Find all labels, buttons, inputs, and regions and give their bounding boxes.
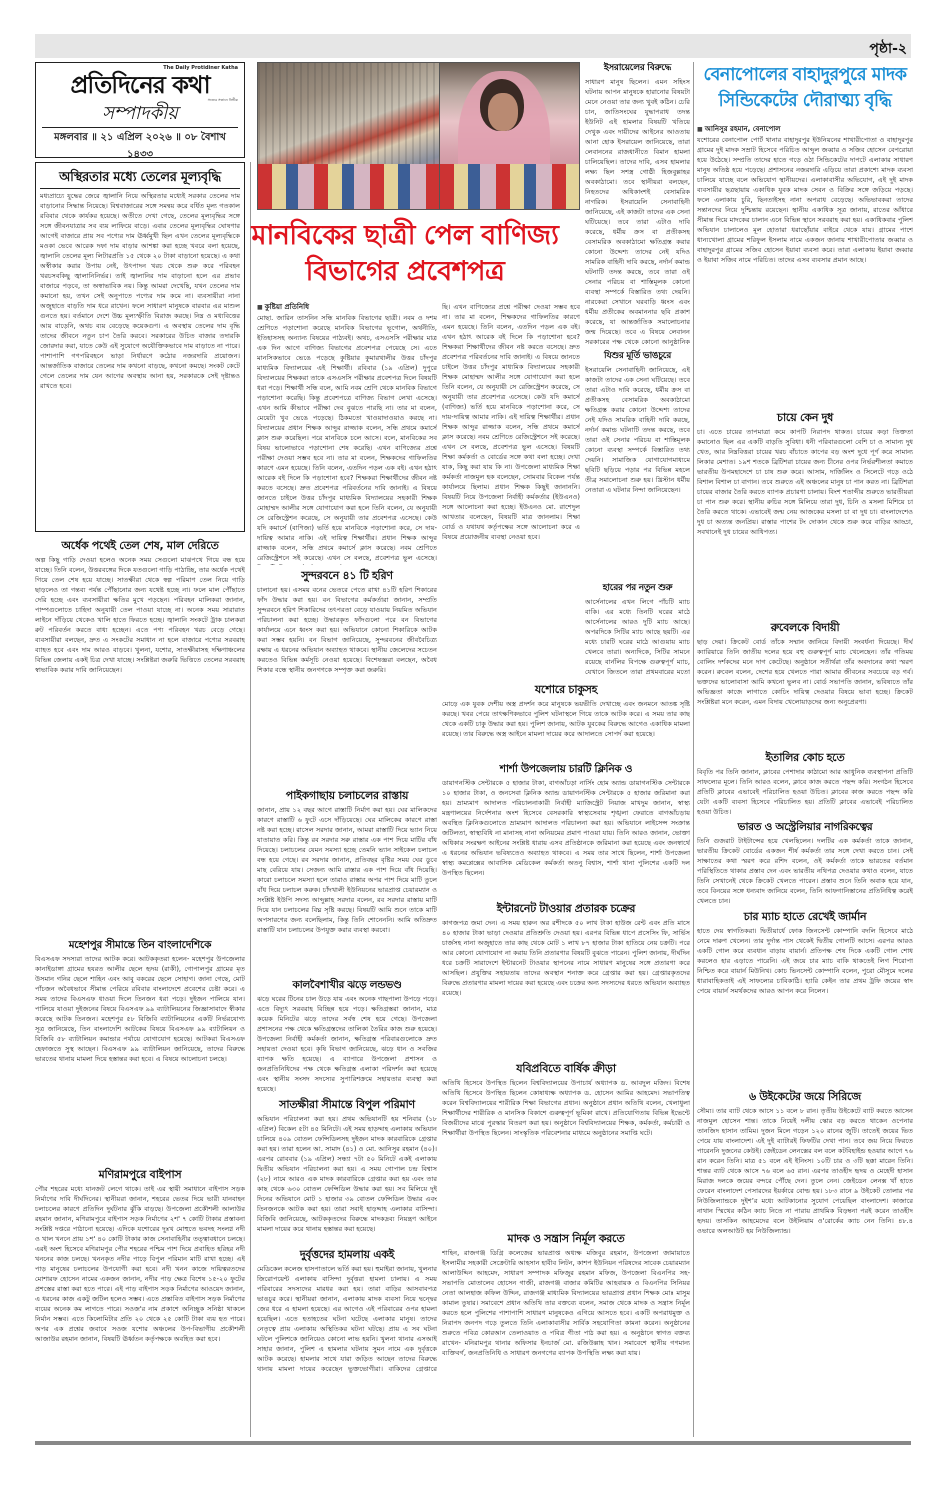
page-footer-bar (35, 1441, 911, 1445)
cricket-club-headline: রুবেলকে বিদায়ী (770, 621, 840, 634)
miscreants-body: মেডিকেল কলেজ হাসপাতালে ভর্তি করা হয়। হুমাইরা জানায়, খুলনার জিরোপয়েন্ট এলাকায় বাসিন্দা দুর্বৃত্তরা হামলা চালায়। এ সময় পরিবারের সদস্যদের মারধর করা হয়। তারা বাড়ির আসবাবপত্র ভাঙচুর করে। স্থানীয়রা জানান, এলাকায় মাদক ব্যবসা নিয়ে দ্বন্দ্বের জের ধরে এ হামলা হয়েছে। এর আগেও এই পরিবারের ওপর হামলা হয়েছিল। এতে হতাহতের ঘটনা ঘটেছে এলাকার মানুষ। তাদের নেতৃত্বে প্রায় এলাকায় অস্থিতিকর ঘটনা ঘটছে। প্রায় এ সব ঘটনা ঘটলে পুলিশকে জানিয়েও কোনো লাভ হয়নি। খুলনা থানার এসআই সাহার জানান, পুলিশ এ হামলার ঘটনায় সুমন নামে এক দুর্বৃত্তকে আটক করেছে। হামলার সাথে যারা জড়িত আছেন তাদের বিরুদ্ধে থানায় মামলা দায়ের করেছেন ভুক্তভোগীরা। বাকিদের গ্রেপ্তারে (257, 1265, 437, 1373)
column-wide (442, 682, 690, 1437)
italy-body: বিবৃতি পর তিনি জানান, ক্লাবের পেশাদার কাঠামো আর আধুনিক ব্যবস্থাপনা প্রতিটি সাফল্যের মূলে। তিনি আরও বলেন, ক্লাবে কাজ করতে পছন্দ করি। সংগঠন হিসেবে প্রতিটি ক্লাবের এভাবেই পরিচালিত হওয়া উচিত। ক্লাবের কাজ করতে পছন্দ করি যেটা একটি ব্যবসা হিসেবে পরিচালিত হয়। প্রতিটি ক্লাবের এভাবেই পরিচালিত হওয়া উচিত। (697, 768, 913, 816)
satkhira-headline: সাতক্ষীরা সীমান্তে বিপুল পরিমাণ (279, 1098, 415, 1111)
deer-body: চালানো হয়। এসময় বনের ভেতরে পেতে রাখা ৪১টি হরিণ শিকারের ফাঁদ উদ্ধার করা হয়। বন বিভাগের কর্মকর্তারা জানান, সম্প্রতি সুন্দরবনে হরিণ শিকারিদের তৎপরতা বেড়ে যাওয়ায় নিয়মিত অভিযান পরিচালনা করা হচ্ছে। উদ্ধারকৃত ফাঁদগুলো পরে বন বিভাগের কার্যালয়ে এনে ধ্বংস করা হয়। অভিযানে কোনো শিকারিকে আটক করা সম্ভব হয়নি। বন বিভাগ জানিয়েছে, সুন্দরবনের জীববৈচিত্র্য রক্ষায় এ ধরনের অভিযান অব্যাহত থাকবে। স্থানীয় জেলেদের সচেতন করতেও বিভিন্ন কর্মসূচি নেওয়া হয়েছে। বিশেষজ্ঞরা বলছেন, অবৈধ শিকার বন্ধে স্থানীয় জনগণকে সম্পৃক্ত করা জরুরি। (257, 586, 437, 674)
column-1 (35, 162, 245, 1437)
arsenal-body: আর্সেনালের এখন লিগে পাঁচটি ম্যাচ বাকি। এর মধ্যে তিনটি ঘরের মাঠে আর্সেনালের আরও দুটি ম্যাচ আছে। অপরদিকে সিটির ম্যাচ আছে ছয়টি। এর মধ্যে চারটি ঘরের মাঠে আগুয়ায় ম্যাচ খেলবে তারা। অন্যদিকে, সিটির সামনে রয়েছে বার্নলির বিপক্ষে গুরুত্বপূর্ণ ম্যাচ, যেখানে জিতলে তারা প্রথমবারের মতো (585, 598, 690, 676)
paikgachha-body: জানান, প্রায় ১২ বছর আগে রাস্তাটি নির্মাণ করা হয়। ঘের মালিকদের কারণে রাস্তাটি ৬ ফুটে এসে দাঁড়িয়েছে। ঘের মালিকের কারণে রাস্তা নষ্ট করা হচ্ছে। রাসেল সরদার জানান, আমরা রাস্তাটি দিয়ে ভ্যান নিয়ে যাতায়াত করি। কিন্তু রব সরদার সরু রাস্তার এক পাশ দিয়ে মাটির বাঁধ দিয়েছে। চলাচলের যেমন সমস্যা হচ্ছে তেমনি ভ্যান সাইকেল চলাচল বন্ধ হয়ে গেছে। রব সরদার জানান, প্রতিবছর বৃষ্টির সময় ঘের ডুবে মাছ বেরিয়ে যায়। সেজন্য আমি রাস্তার এক পাশ দিয়ে বাঁধ দিয়েছি। কারো চলাচলে সমস্যা হলে তারাও রাস্তার অপর পাশ দিয়ে মাটি তুলে বাঁধ দিয়ে চলাচল করুক। চাঁদখালী ইউনিয়নের ভারপ্রাপ্ত চেয়ারম্যান ও সংশ্লিষ্ট ইউপি সদস্য আব্দুল্লাহ সরদার বলেন, রব সরদার রাস্তায় মাটি দিয়ে যান চলাচলের বিঘ্ন সৃষ্টি করছে। বিষয়টি আমি শুনে তাকে মাটি অপসারণের জন্য বলেছিলাম, কিন্তু তিনি শোনেননি। আমি অতিদ্রুত রাস্তাটি যান চলাচলের উপযুক্ত করার ব্যবস্থা করবো। (257, 806, 437, 934)
sharsha-headline: শার্শা উপজেলায় চারটি ক্লিনিক ও (499, 763, 633, 775)
editorial-body: মধ্যপ্রাচ্যে যুদ্ধের জেরে জ্বালানি নিয়ে অস্থিরতার মধ্যেই সরকার তেলের দাম বাড়ানোর সিদ্ধান্ত নিয়েছে। বিশ্ববাজারের সঙ্গে সমন্বয় করে বর্ধিত মূল্য গতকাল রবিবার থেকে কার্যকর হয়েছে। অতীতে দেখা গেছে, তেলের মূল্যবৃদ্ধির সঙ্গে সঙ্গে জীবনযাত্রার সব ব্যয় লাফিয়ে বাড়ে। এবার তেলের মূল্যবৃদ্ধির ঘোষণার আগেই বাজারে প্রায় সব পণ্যের দাম ঊর্ধ্বমুখী ছিল এখন তেলের মূল্যবৃদ্ধিকে মওকা ভেবে আরেক দফা দাম বাড়ার আশঙ্কা করা হচ্ছে খবরে বলা হয়েছে, জ্বালানি তেলের মূল্য লিটারপ্রতি ১৫ থেকে ২০ টাকা বাড়ানো হয়েছে। এ কথা অস্বীকার করার উপায় নেই, উৎপাদন খরচ থেকে শুরু করে পরিবহন খরচসবকিছু জ্বালানিনির্ভর। তাই জ্বালানির দাম বাড়ানো হলে এর প্রভাব বাজারে পড়বে, তা অস্বাভাবিক নয়। কিন্তু আমরা দেখেছি, যখন তেলের দাম কমানো হয়, তখন সেই অনুপাতে পণ্যের দাম কমে না। ব্যবসায়ীরা নানা অজুহাতে বাড়তি দাম ধরে রাখেন। ফলে সাধারণ মানুষকে বারবার এর মাশুল গুনতে হয়। বর্তমানে দেশে উচ্চ মূল্যস্ফীতি বিরাজ করছে। নিম্ন ও মধ্যবিত্তের আয় বাড়েনি, অথচ ব্যয় বেড়েছে কয়েকগুণ। এ অবস্থায় তেলের দাম বৃদ্ধি তাদের জীবনে নতুন চাপ তৈরি করবে। সরকারের উচিত বাজার তদারকি জোরদার করা, যাতে কেউ এই সুযোগে অযৌক্তিকভাবে দাম বাড়াতে না পারে। পাশাপাশি গণপরিবহনে ভাড়া নির্ধারণে কঠোর নজরদারি প্রয়োজন। আন্তর্জাতিক বাজারে তেলের দাম কখনো বাড়ছে, কখনো কমছে। সংকট কেটে গেলে তেলের দাম যেন আগের অবস্থায় আনা হয়, সরকারকে সেই দৃষ্টান্তও রাখতে হবে। (40, 192, 240, 390)
lead-body-part2: ছি। এখন বাণিজ্যের প্রশ্নে পরীক্ষা দেওয়া সম্ভব হবে না। তার মা বলেন, শিক্ষকদের গাফিলতির কারণে এমন হয়েছে। তিনি বলেন, এতদিন পড়ল এক বই। এখন হঠাৎ আরেক বই দিলে কি পড়াশোনা হবে? শিক্ষকরা শিক্ষার্থীদের জীবন নষ্ট করতে বসেছে। দ্রুত প্রবেশপত্র পরিবর্তনের দাবি জানাই। এ বিষয়ে জানতে চাইলে উত্তর চাঁদপুর মাধ্যমিক বিদ্যালয়ের সহকারী শিক্ষক মোহাম্মদ আলীর সঙ্গে যোগাযোগ করা হলে তিনি বলেন, যে অনুযায়ী সে রেজিস্ট্রেশন করেছে, সে অনুযায়ী তার প্রবেশপত্র এসেছে। কেউ যদি কমার্সে (বাণিজ্য) ভর্তি হয়ে মানবিকে পড়াশোনা করে, সে দায়-দায়িত্ব আমার নাকি। এই দায়িত্ব শিক্ষার্থীর। প্রধান শিক্ষক আব্দুর রাজ্জাক বলেন, সন্ধি প্রথমে কমার্সে ক্লাস করেছে। নবম শ্রেণিতে রেজিস্ট্রেশনে সই করেছে। এখন সে বলছে, প্রবেশপত্র ভুল এসেছে। বিষয়টি শিক্ষা কর্মকর্তা ও বোর্ডের সঙ্গে কথা বলা হচ্ছে। দেখা যাক, কিছু করা যায় কি না। উপজেলা মাধ্যমিক শিক্ষা কর্মকর্তা নাজমুল হক বলেছেন, সোমবার বিকেল পর্যন্ত কার্যালয়ে ছিলাম। প্রধান শিক্ষক কিছুই জানাননি। বিষয়টি নিয়ে উপজেলা নির্বাহী কর্মকর্তার (ইউএনও) সঙ্গে আলোচনা করা হচ্ছে। ইউএনও মো. রাশেদুল আখতার বলেছেন, বিষয়টি মাত্র জানলাম। শিক্ষা বোর্ড ও যথাযথ কর্তৃপক্ষের সঙ্গে আলোচনা করে এ বিষয়ে প্রয়োজনীয় ব্যবস্থা নেওয়া হবে। (442, 303, 580, 541)
cricket-club-body: ছাড় দেয়া। ক্রিকেট বোর্ড তাঁকে সম্মান জানিয়ে বিদায়ী সংবর্ধনা দিয়েছে। দীর্ঘ ক্যারিয়ারে তিনি জাতীয় দলের হয়ে বহু গুরুত্বপূর্ণ ম্যাচ খেলেছেন। তাঁর গতিময় বোলিং দর্শকদের মনে দাগ কেটেছে। অনুষ্ঠানে সতীর্থরা তাঁর অবদানের কথা স্মরণ করেন। রুবেল বলেন, দেশের হয়ে খেলতে পারা আমার জীবনের সবচেয়ে বড় গর্ব। ভক্তদের ভালোবাসা আমি কখনো ভুলব না। বোর্ড সভাপতি জানান, ভবিষ্যতে তাঁর অভিজ্ঞতা কাজে লাগাতে কোচিং দায়িত্ব দেওয়ার বিষয়ে ভাবা হচ্ছে। ক্রিকেট সংশ্লিষ্টরা মনে করেন, এমন বিদায় খেলোয়াড়দের জন্য অনুপ্রেরণা। (697, 638, 913, 706)
satkhira-body: অভিযান পরিচালনা করা হয়। প্রথম অভিযানটি হয় শনিবার (১৮ এপ্রিল) বিকেল ৫টা ৪৫ মিনিটে। এই সময় হাড়দ্দাহ এলাকায় অভিযান চালিয়ে ৪০৯ বোতল ফেন্সিডিলসহ দুইজন মাদক কারবারিকে গ্রেপ্তার করা হয়। তারা হলেন আ. সামাদ (৪১) ও মো. আনিসুর রহমান (৪০)। এরপর রোববার (১৯ এপ্রিল) সন্ধ্যা ৭টা ৫০ মিনিটে একই এলাকায় দ্বিতীয় অভিযান পরিচালনা করা হয়। এ সময় গোপাল চন্দ্র বিশ্বাস (২৮) নামে আরও এক মাদক কারবারিকে গ্রেপ্তার করা হয় এবং তার কাছ থেকে ৬৩০ বোতল ফেন্সিডিল উদ্ধার করা হয়। সব মিলিয়ে দুই দিনের অভিযানে মোট ১ হাজার ৩৯ বোতল ফেন্সিডিল উদ্ধার এবং তিনজনকে আটক করা হয়। তারা সবাই হাড়দ্দাহ এলাকার বাসিন্দা। বিজিবি জানিয়েছে, আটককৃতদের বিরুদ্ধে মাদকদ্রব্য নিয়ন্ত্রণ আইনে মামলা দায়ের করে থানায় হস্তান্তর করা হয়েছে। (257, 1115, 437, 1233)
sports-headline: যবিপ্রবিতে বার্ষিক ক্রীড়া (516, 1062, 616, 1075)
border-headline: মহেশপুর সীমান্তে তিন বাংলাদেশিকে (68, 939, 212, 951)
masthead-divider (42, 127, 238, 128)
oil-transport-body: অল্প কিছু গাড়ি দেওয়া হলেও অনেক সময় সেগুলো মাঝপথে গিয়ে বন্ধ হয়ে যাচ্ছে। তিনি বলেন, উত্তরবঙ্গের দিকে যতগুলো গাড়ি পাঠাচ্ছি, তার অর্ধেক পথেই গিয়ে তেল শেষ হয়ে যাচ্ছে। সাতক্ষীরা থেকে স্বল্প পরিমাণ তেল নিয়ে গাড়ি ছাড়লেও তা গন্তব্য পর্যন্ত পৌঁছানোর জন্য যথেষ্ট হচ্ছে না। ফলে মাল পৌঁছাতে দেরি হচ্ছে এবং ব্যবসায়ীরা ক্ষতির মুখে পড়ছেন। পরিবহন মালিকরা জানান, পাম্পগুলোতে চাহিদা অনুযায়ী তেল পাওয়া যাচ্ছে না। অনেক সময় সারারাত লাইনে দাঁড়িয়ে থেকেও খালি হাতে ফিরতে হচ্ছে। জ্বালানি সংকটে ট্রাক চালকরা রুট পরিবর্তন করতে বাধ্য হচ্ছেন। এতে পণ্য পরিবহন খরচ বেড়ে গেছে। ব্যবসায়ীরা বলছেন, দ্রুত এ সংকটের সমাধান না হলে বাজারে পণ্যের সরবরাহ ব্যাহত হবে এবং দাম আরও বাড়বে। খুলনা, যশোর, সাতক্ষীরাসহ দক্ষিণাঞ্চলের বিভিন্ন জেলায় একই চিত্র দেখা যাচ্ছে। সংশ্লিষ্টরা জরুরি ভিত্তিতে তেলের সরবরাহ স্বাভাবিক করার দাবি জানিয়েছেন। (35, 556, 245, 674)
italy-headline: ইতালির কোচ হতে (765, 751, 845, 764)
statue-headline: যিশুর মূর্তি ভাঙচুরে (603, 351, 672, 361)
border-body: বিএসএফ সদস্যরা তাদের আটক করে। আটককৃতরা হলেন- মহেশপুর উপজেলার কানাইডাঙ্গা গ্রামের হযরত আলীর ছেলে হৃদয় (রাকী), গোপালপুর গ্রামের মৃত উসমান গনির ছেলে শাহিন এবং আবু বকরের ছেলে সোহাগ। জানা গেছে, মোট পাঁচজন অবৈধভাবে সীমান্ত পেরিয়ে রবিবার বাংলাদেশে প্রবেশের চেষ্টা করে। এ সময় তাদের বিএসএফ ধাওয়া দিলে তিনজন ধরা পড়ে। দুইজন পালিয়ে যান। পালিয়ে যাওয়া দুইজনের বিষয়ে বিএসএফ ৯৯ ব্যাটালিয়নের জিজ্ঞাসাবাদে স্বীকার করেছে আটক তিনজন। মহেশপুর ৫৮ বিজিবি ব্যাটালিয়নের একটি নির্ভরযোগ্য সূত্র জানিয়েছে, তিন বাংলাদেশি আটকের বিষয়ে বিএসএফ ৯৯ ব্যাটালিয়ন ও বিজিবি ৫৮ ব্যাটালিয়ন কমান্ডার পর্যায়ে যোগাযোগ হয়েছে। আটকরা বিএসএফ হেফাজতে সুস্থ আছেন। বিএসএফ ৯৯ ব্যাটালিয়ন জানিয়েছে, তাদের বিরুদ্ধে ভারতের থানায় মামলা দিয়ে হস্তান্তর করা হবে। এ বিষয়ে আলোচনা চলছে। (35, 955, 245, 1063)
column-arsenal (585, 582, 690, 677)
editorial-headline: অস্থিরতার মধ্যে তেলের মূল্যবৃদ্ধি (40, 169, 240, 189)
bypass-body: পৌর শহরের মধ্যে যানজট লেগে থাকে। তাই এর স্থায়ী সমাধানে বাইপাস সড়ক নির্মাণের দাবি দীর্ঘদিনের। স্থানীয়রা জানান, শহরের ভেতর দিয়ে ভারী যানবাহন চলাচলের কারণে প্রতিদিন দুর্ঘটনার ঝুঁকি বাড়ছে। উপজেলা প্রকৌশলী আলাউর রহমান জানান, মণিরামপুরে বাইপাস সড়ক নির্মাণের ২শ' ৭ কোটি টাকার প্রস্তাবনা সংশ্লিষ্ট দপ্তরে পাঠানো হয়েছে। এদিকে যশোরের দুঃখ মোহুতে ভবদহ সংলগ্ন নদী ও খাল খননে প্রায় ১শ' ৪০ কোটি টাকার কাজ সেনাবাহিনীর তত্ত্বাবধানে চলছে। এরই অংশ হিসেবে মণিরামপুর পৌর শহরের পশ্চিম পাশ দিয়ে প্রবাহিত হরিহর নদী খননের কাজ চলছে। খননকৃত নদীর পাড়ে বিপুল পরিমান মাটি রাখা হচ্ছে। এই পাড় মানুষের চলাচলের উপযোগী করা হবে। নদী খনন কাজে দায়িত্বরতদের মোশারফ হোসেন নামের একজন জানান, নদীর পাড় ক্ষেত্র বিশেষ ১৫-২০ ফুটের প্রশস্তের রাস্তা করা হতে পারে। এই পাড় বাইপাস সড়ক নির্মাণের আওয়েদ জানান, এ ধরনের কাজ একটু জটিল হলেও সম্ভব। এতে প্রস্তাবিত বাইপাস সড়ক নির্মাণের ব্যয়ের অনেক কম লাগতে পারে। সওজ'র নাম প্রকাশে অনিচ্ছুক সনিষ্ঠা থাকলে নির্মান সম্ভব। এতে কিলোমিটার প্রতি ২০ থেকে ২৫ কোটি টাকা ব্যয় হত পারে। অপর এক প্রশ্নের জবাবে সওজ যশোর অঞ্চলের উপ-বিভাগীয় প্রকৌশলী আজাউর রহমান জানান, বিষয়টি ঊর্ধ্বতন কর্তৃপক্ষকে অবহিত করা হবে। (35, 1185, 245, 1343)
benapole-headline: বেনাপোলের বাহাদুরপুরে মাদক সিন্ডিকেটের দৌরাত্ম্য বৃদ্ধি (703, 65, 907, 111)
page-header-bar (35, 34, 911, 58)
israel-headline: ইসরায়েলের বিরুদ্ধে (603, 63, 672, 73)
deer-headline: সুন্দরবনে ৪১ টি হরিণ (301, 569, 393, 582)
column-2 (257, 302, 437, 1437)
drugs-body: শাহিন, রাজগঞ্জ ডিগ্রি কলেজের ভারপ্রাপ্ত অধ্যক্ষ মজিবুর রহমান, উপজেলা জামায়াতে ইসলামীর সহকারী সেক্রেটারি আহসান হাবীব লিটন, কাশপ ইউনিয়ন পরিষদের সাবেক চেয়ারম্যান আলাউদ্দিন আহমেদ, সাধারণ সম্পাদক মফিজুর রহমান মফিজ, উপজেলা বিএনপির সহ-সভাপতি মোতালেব হোসেন গাজী, রাজগঞ্জ বাজার কমিটির আহবায়ক ও বিএনপির সিনিয়র নেতা আলহাজ কফিল উদ্দিন, রাজগঞ্জ মাধ্যমিক বিদ্যালয়ের ভারপ্রাপ্ত প্রধান শিক্ষক মোঃ মাসুম কামাল তুষার। সমাবেশে প্রধান অতিথি তার বক্তব্যে বলেন, সমাজ থেকে মাদক ও সন্ত্রাস নির্মূল করতে হলে পুলিশের পাশাপাশি সাধারণ মানুষকেও এগিয়ে আসতে হবে। একটি অপরাধমুক্ত ও নিরাপদ জনপদ গড়ে তুলতে তিনি এলাকাবাসীর সার্বিক সহযোগিতা কামনা করেন। অনুষ্ঠানের শুরুতে পবিত্র কোরআন তেলাওয়াত ও পবিত্র গীতা পাঠ করা হয়। এ অনুষ্ঠানে স্বাগত বক্তব্য রাখেন- মনিরামপুর থানার অফিসার ইনচার্জ মো. রজিউল্লাহ খান। সমাবেশে স্থানীয় গণমান্য ব্যক্তিবর্গ, জনপ্রতিনিধি ও সাধারণ জনগণের ব্যাপক উপস্থিতি লক্ষ্য করা যায়। (442, 1249, 690, 1357)
tower-body: কাগজপত্র জমা দেন। এ সময় হারুন অর রশীদকে ৫০ লাখ টাকা হাউজ রেন্ট এবং প্রতি মাসে ৪০ হাজার টাকা ভাড়া দেওয়ার প্রতিশ্রুতি দেওয়া হয়। এরপর বিভিন্ন ধাপে প্রসেসিং ফি, সার্ভিস চার্জসহ নানা অজুহাতে তার কাছ থেকে মোট ১ লাখ ৮৭ হাজার টাকা হাতিয়ে নেয় চক্রটি। পরে আর কোনো যোগাযোগ না করায় তিনি প্রতারণার বিষয়টি বুঝতে পারেন। পুলিশ জানায়, দীর্ঘদিন ধরে চক্রটি সারাদেশে ইন্টারনেট টাওয়ার স্থাপনের নামে সাধারণ মানুষের সঙ্গে প্রতারণা করে আসছিল। প্রযুক্তির সহায়তায় তাদের অবস্থান শনাক্ত করে গ্রেপ্তার করা হয়। গ্রেপ্তারকৃতদের বিরুদ্ধে প্রতারণার মামলা দায়ের করা হয়েছে এবং চক্রের অন্য সদস্যদের ধরতে অভিযান অব্যাহত রয়েছে। (442, 919, 690, 997)
issue-date: মঙ্গলবার ॥ ২১ এপ্রিল ২০২৬ ॥ ০৮ বৈশাখ ১৪৩৩ (54, 132, 226, 160)
germany-headline: চার ম্যাচ হাতে রেখেই জার্মান (743, 910, 867, 923)
benapole-byline: ■ আনিসুর রহমান, বেনাপোল (697, 124, 913, 135)
storm-body: ঝড়ে ঘরের টিনের চাল উড়ে যায় এবং অনেক গাছপালা উপড়ে পড়ে। এতে বিদ্যুৎ সরবরাহ বিচ্ছিন্ন হয়ে পড়ে। ক্ষতিগ্রস্তরা জানান, মাত্র কয়েক মিনিটের ঝড়ে তাদের সর্বস্ব শেষ হয়ে গেছে। উপজেলা প্রশাসনের পক্ষ থেকে ক্ষতিগ্রস্তদের তালিকা তৈরির কাজ শুরু হয়েছে। উপজেলা নির্বাহী কর্মকর্তা জানান, ক্ষতিগ্রস্ত পরিবারগুলোকে দ্রুত সহায়তা দেওয়া হবে। কৃষি বিভাগ জানিয়েছে, ঝড়ে ধান ও সবজির ব্যাপক ক্ষতি হয়েছে। এ ব্যাপারে উপজেলা প্রশাসন ও জনপ্রতিনিধিদের পক্ষ থেকে ক্ষতিগ্রস্ত এলাকা পরিদর্শন করা হয়েছে এবং স্থানীয় সংসদ সদস্যের সুপারিশক্রমে সহায়তার ব্যবস্থা করা হয়েছে। (257, 995, 437, 1093)
series-body: সৌম্য। তার ব্যাট থেকে আসে ১১ বলে ৮ রান। তৃতীয় উইকেটে ব্যাট করতে আসেন নাজমুল হোসেন শান্ত। তাকে নিয়েই দলীয় স্কোর বড় করতে থাকেন ওপেনার তানজিদ হাসান তামিম। দুজন মিলে গড়েন ১২০ রানের জুটি। তাতেই জয়ের ভিত পেয়ে যায় বাংলাদেশ। এই দুই ব্যাটারই ফিফটির দেখা পান। তবে জয় নিয়ে ফিরতে পারেননি দুজনের কেউই। জেইডেন লেনক্সের বল বলে কটবিহাইন্ড হওয়ার আগে ৭৬ রান করেন তিনি। মাত্র ৫১ বলে এই ইনিংস। ১০টি চার ও ৩টি ছক্কা মারেন তিনি। শান্তর ব্যাট থেকে আসে ৭৬ বলে ৬৫ রান। এরপর তাওহীদ হৃদয় ও মেহেদী হাসান মিরাজ দলকে জয়ের বন্দরে পৌঁছে দেন। তুলে নেন। জেইডেন লেনক্স খাঁ হাতে ফেরেন বাংলাদেশ পেসারদের ইয়র্কারে বোল্ড হয়। ১৮৩ রানে ৯ উইকেট তোলার পর নিউজিল্যান্ডকে দুইশ’র মধ্যে আটকানোর সুযোগ পেয়েছিল বাংলাদেশ। কাজারে নাথান স্মিথের কঠিন ক্যাচ নিতে না পারায় প্রাথমিক বিড়ম্বনা পরই করেন তাওহীদ হৃদয়। তাসকিন আহমেদের বলে উইলিয়াম ও'রোর্কের ক্যাচ নেন তিনি। ৪৮.৪ ওভারে অলআউট হয় নিউজিল্যান্ড। (697, 1107, 913, 1235)
tower-headline: ইন্টারনেট টাওয়ার প্রতারক চক্রের (496, 902, 636, 915)
lead-photo-student (440, 62, 580, 210)
statue-body: ইসরায়েলি সেনাবাহিনী জানিয়েছে, এই কাজটা তাদের এক সেনা ঘটিয়েছে। তবে তারা এটাও দাবি করেছে, ধর্মীয় ক্রস বা প্রতীকসহ বেসামরিক অবকাঠামো ক্ষতিগ্রস্ত করার কোনো উদ্দেশ্য তাদের নেই যদিও সামরিক বাহিনী দাবি করছে, নর্দার্ন কমান্ড ঘটনাটি তদন্ত করছে, তবে তারা ওই সেনার পরিচয় বা শাস্তিমূলক কোনো ব্যবস্থা সম্পর্কে বিস্তারিত তথ্য দেয়নি। সামাজিক যোগাযোগমাধ্যমে ছবিটি ছড়িয়ে পড়ার পর বিভিন্ন মহলে তীব্র সমালোচনা শুরু হয়। খ্রিস্টান ধর্মীয় নেতারা এ ঘটনার নিন্দা জানিয়েছেন। (585, 366, 690, 494)
editorial-box (35, 162, 245, 532)
column-3 (442, 302, 580, 582)
lead-body-part1: মোছা. জারিন তাসনিন সন্ধি মানবিক বিভাগের ছাত্রী। নবম ও দশম শ্রেণিতে পড়াশোনা করেছে মানবিক বিভাগের ভূগোল, অর্থনীতি, ইতিহাসসহ অন্যান্য বিষয়ের পাঠ্যবই। অথচ, এসএসসি পরীক্ষার মাত্র এক দিন আগে বাণিজ্য বিভাগের প্রবেশপত্র পেয়েছে সে। এতে মানসিকভাবে ভেঙে পড়েছে কুষ্টিয়ার কুমারখালীর উত্তর চাঁদপুর মাধ্যমিক বিদ্যালয়ের এই শিক্ষার্থী। রবিবার (১৯ এপ্রিল) দুপুরে বিদ্যালয়ের শিক্ষকরা তাকে এসএসসি পরীক্ষার প্রবেশপত্র দিলে বিষয়টি ধরা পড়ে। শিক্ষার্থী সন্ধি বলে, আমি নবম শ্রেণি থেকে মানবিক বিভাগে পড়াশোনা করেছি। কিন্তু প্রবেশপত্রে বাণিজ্য বিভাগ লেখা এসেছে। এখন আমি কীভাবে পরীক্ষা দেব বুঝতে পারছি না। তার মা বলেন, মেয়েটা খুব ভেঙে পড়েছে। ঠিকমতো খাওয়াদাওয়াও করছে না। বিদ্যালয়ের প্রধান শিক্ষক আব্দুর রাজ্জাক বলেন, সন্ধি প্রথমে কমার্সে ক্লাস শুরু করেছিল। পরে মানবিকে চলে আসে। বলে, মানবিকের সব বিষয় ভালোভাবে পড়াশোনা শেষ করেছি। এখন বাণিজ্যের প্রশ্নে পরীক্ষা দেওয়া সম্ভব হবে না। তার মা বলেন, শিক্ষকদের গাফিলতির কারণে এমন হয়েছে। তিনি বলেন, এতদিন পড়ল এক বই। এখন হঠাৎ আরেক বই দিলে কি পড়াশোনা হবে? শিক্ষকরা শিক্ষার্থীদের জীবন নষ্ট করতে বসেছে। দ্রুত প্রবেশপত্র পরিবর্তনের দাবি জানাই। এ বিষয়ে জানতে চাইলে উত্তর চাঁদপুর মাধ্যমিক বিদ্যালয়ের সহকারী শিক্ষক মোহাম্মদ আলীর সঙ্গে যোগাযোগ করা হলে তিনি বলেন, যে অনুযায়ী সে রেজিস্ট্রেশন করেছে, সে অনুযায়ী তার প্রবেশপত্র এসেছে। কেউ যদি কমার্সে (বাণিজ্য) ভর্তি হয়ে মানবিকে পড়াশোনা করে, সে দায়-দায়িত্ব আমার নাকি। এই দায়িত্ব শিক্ষার্থীর। প্রধান শিক্ষক আব্দুর রাজ্জাক বলেন, সন্ধি প্রথমে কমার্সে ক্লাস করেছে। নবম শ্রেণিতে রেজিস্ট্রেশনে সই করেছে। এখন সে বলছে, প্রবেশপত্র ভুল এসেছে। (257, 314, 437, 562)
column-4 (697, 124, 913, 1437)
sports-body: অতিথি হিসেবে উপস্থিত ছিলেন বিশ্ববিদ্যালয়ের উপাচার্য অধ্যাপক ড. আবদুল মজিদ। বিশেষ অতিথি হিসেবে উপস্থিত ছিলেন কোষাধ্যক্ষ অধ্যাপক ড. হোসেন আমির আহমেদ। সভাপতিত্ব করেন বিশ্ববিদ্যালয়ের শারীরিক শিক্ষা বিভাগের প্রধান। অনুষ্ঠানে প্রধান অতিথি বলেন, খেলাধুলা শিক্ষার্থীদের শারীরিক ও মানসিক বিকাশে গুরুত্বপূর্ণ ভূমিকা রাখে। প্রতিযোগিতায় বিভিন্ন ইভেন্টে বিজয়ীদের মাঝে পুরস্কার বিতরণ করা হয়। অনুষ্ঠানে বিশ্ববিদ্যালয়ের শিক্ষক, কর্মকর্তা, কর্মচারী ও শিক্ষার্থীরা উপস্থিত ছিলেন। সাংস্কৃতিক পরিবেশনার মাধ্যমে অনুষ্ঠানের সমাপ্তি ঘটে। (442, 1079, 690, 1137)
germany-body: হাতে দেয় স্বাগতিকরা। দ্বিতীয়ার্ধে ফোক জিনসেন্ট কোম্পানি বদলি হিসেবে মাঠে নেমে দারুণ খেলেন। তার দুর্দান্ত পাস থেকেই দ্বিতীয় গোলটি আসে। এরপর আরও একটি গোল করে ব্যবধান বাড়ায় বায়ার্ন। প্রতিপক্ষ শেষ দিকে একটি গোল শোধ করলেও হার এড়াতে পারেনি। এই জয়ে চার ম্যাচ বাকি থাকতেই লিগ শিরোপা নিশ্চিত করে বায়ার্ন মিউনিখ। কোচ ভিনসেন্ট কোম্পানি বলেন, পুরো মৌসুমে দলের ধারাবাহিকতাই এই সাফল্যের চাবিকাঠি। হ্যারি কেইন তার প্রথম ট্রফি জয়ের স্বাদ পেয়ে বায়ার্ন সমর্থকদের আরও আপন করে নিলেন। (697, 927, 913, 995)
masthead (35, 62, 245, 158)
section-title: সম্পাদকীয় (102, 103, 178, 124)
masthead-english-name: The Daily Protidiner Katha (163, 65, 238, 71)
benapole-body: যশোরের বেনাপোল পোর্ট থানার বাহাদুরপুর ইউনিয়নের শাখারীপোতা ও বাহাদুরপুর গ্রামের দুই মাদক সম্রাট হিসেবে পরিচিত আব্দুল জব্বার ও সজিব হোসেন বেপরোয়া হয়ে উঠেছে। সম্প্রতি তাদের হাতে গড়ে ওঠা সিন্ডিকেটের দাপটে এলাকার সাধারণ মানুষ অতিষ্ঠ হয়ে পড়েছে। প্রশাসনের নজরদারি এড়িয়ে তারা প্রকাশ্যে মাদক ব্যবসা চালিয়ে যাচ্ছে বলে অভিযোগ স্থানীয়দের। এলাকাবাসীর অভিযোগ, এই দুই মাদক ব্যবসায়ীর ছত্রছায়ায় একাধিক যুবক মাদক সেবন ও বিক্রির সঙ্গে জড়িয়ে পড়ছে। ফলে এলাকায় চুরি, ছিনতাইসহ নানা অপরাধ বেড়েছে। অভিভাবকরা তাদের সন্তানদের নিয়ে দুশ্চিন্তায় রয়েছেন। স্থানীয় একাধিক সূত্র জানায়, রাতের আঁধারে সীমান্ত দিয়ে মাদকের চালান এনে বিভিন্ন স্থানে সরবরাহ করা হয়। একাধিকবার পুলিশ অভিযান চালালেও মূল হোতারা ধরাছোঁয়ার বাইরে থেকে যায়। গ্রামের পাশে ধান্যখোলা গ্রামের শরিফুল ইসলাম নামে একজন জানায় শাখারীপোতার জব্বার ও বাহাদুরপুর গ্রামের সজিব হোসেন ইয়াবা ব্যবসা করে। তারা এলাকায় ইয়াবা জব্বার ও ইয়াবা সজিব নামে পরিচিত। তাদের এসব ব্যবসার প্রমান আছে। (697, 136, 913, 264)
jashore-headline: যশোরে চাকুসহ (534, 683, 598, 696)
lead-byline: ■ কুষ্টিয়া প্রতিনিধি (257, 302, 437, 313)
miscreants-headline: দুর্বৃত্তদের হামলায় একই (299, 1248, 395, 1261)
series-headline: ৬ উইকেটের জয়ে সিরিজে (749, 1090, 861, 1103)
india-aus-headline: ভারত ও অস্ট্রেলিয়ার নাগরিকত্বের (737, 821, 873, 833)
israel-body: সাধারণ মানুষ ছিলেন। এমন সহিংস ঘটনায় আপন মানুষকে হারানোর বিষয়টা মেনে নেওয়া তার জন্য খুবই কঠিন। চেরি চান, জাতিসংঘের যুদ্ধাপরাধ তদন্ত ইউনিট এই হামলার বিষয়টি খতিয়ে দেখুক এবং দায়ীদের আইনের আওতায় আনা হোক ইসরায়েল জানিয়েছে, তারা লেবাননের রাজধানীতে বিমান হামলা চালিয়েছিল। তাদের দাবি, এসব হামলার লক্ষ্য ছিল সশস্ত্র গোষ্ঠী হিজবুল্লাহর অবকাঠামো। তবে স্থানীয়রা বলছেন, নিহতদের অধিকাংশই বেসামরিক নাগরিক। ইসরায়েলি সেনাবাহিনী জানিয়েছে, এই কাজটা তাদের এক সেনা ঘটিয়েছে। তবে তারা এটাও দাবি করেছে, ধর্মীয় ক্রস বা প্রতীকসহ বেসামরিক অবকাঠামো ক্ষতিগ্রস্ত করার কোনো উদ্দেশ্য তাদের নেই যদিও সামরিক বাহিনী দাবি করছে, নর্দার্ন কমান্ড ঘটনাটি তদন্ত করছে, তবে তারা ওই সেনার পরিচয় বা শাস্তিমূলক কোনো ব্যবস্থা সম্পর্কে বিস্তারিত তথ্য দেয়নি। নারকেরা সেখানে ঘরবাড়ি ধ্বংস এবং ধর্মীয় প্রতীকের অবমাননার ছবি প্রকাশ করেছে, যা আন্তর্জাতিক সমালোচনার জন্ম দিয়েছে। তবে এ বিষয়ে লেবানন সরকারের পক্ষ থেকে কোনো আনুষ্ঠানিক (585, 78, 690, 346)
india-aus-body: তিনি গুজরাট টাইটান্সের হয়ে খেলছিলেন। দলটির এক কর্মকর্তা তাকে জানান, ভারতীয় ক্রিকেট বোর্ডের একজন শীর্ষ কর্মকর্তা তার সঙ্গে দেখা করতে চান। সেই সাক্ষাতের কথা স্মরণ করে রশিদ বলেন, ওই কর্মকর্তা তাকে ভারতের বর্তমান পরিস্থিতিতে থাকার প্রস্তাব দেন এবং ভারতীয় নথিপত্র দেওয়ার কথাও বলেন, যাতে তিনি সেখানেই থেকে ক্রিকেট খেলতে পারেন। প্রস্তাব শুনে তিনি অবাক হয়ে যান, তবে বিনয়ের সঙ্গে ধন্যবাদ জানিয়ে বলেন, তিনি আফগানিস্তানের প্রতিনিধিত্ব করেই খেলতে চান। (697, 837, 913, 905)
drugs-headline: মাদক ও সন্ত্রাস নির্মূল করতে (507, 1232, 625, 1245)
tea-body: চা। এতে চায়ের তাপমাত্রা কমে কাপটি নিরাপদ থাকত। চায়ের কড়া তিক্ততা কমানোও ছিল এর একটি বাড়তি সুবিধা। ধনী পরিবারগুলো বেশি চা ও সামান্য দুধ খেত, আর নিম্নবিত্তরা চায়ের খরচ বাঁচাতে কাপের বড় অংশ দুধে পূর্ণ করে সামান্য লিকার মেশাত। ১৯শ শতকে ব্রিটিশরা চায়ের জন্য চীনের ওপর নির্ভরশীলতা কমাতে ভারতীয় উপমহাদেশে চা চাষ শুরু করে। আসাম, দার্জিলিং ও সিলেটে গড়ে ওঠে বিশাল বিশাল চা বাগান। তবে শুরুতে এই অঞ্চলের মানুষ চা পান করত না। ব্রিটিশরা চায়ের বাজার তৈরি করতে ব্যাপক প্রচারণা চালায়। বিংশ শতাব্দীর শুরুতে ভারতীয়রা চা পান শুরু করে। স্থানীয় রুচির সঙ্গে মিলিয়ে তারা দুধ, চিনি ও মসলা মিশিয়ে চা তৈরি করতে থাকে। এভাবেই জন্ম নেয় আজকের মসলা চা বা দুধ চা। বাংলাদেশেও দুধ চা অত্যন্ত জনপ্রিয়। রাস্তার পাশের টং দোকান থেকে শুরু করে বাড়ির আড্ডা, সবখানেই দুধ চায়ের আধিপত্য। (697, 428, 913, 536)
page-number: পৃষ্ঠা-২ (869, 41, 907, 57)
masthead-tagline: সত্যের সন্ধানে নির্ভীক (207, 98, 238, 102)
sharsha-body: ডায়াগনস্টিক সেন্টারকে ৫ হাজার টাকা, বাগআঁচড়া নার্সিং হোম অ্যান্ড ডায়াগনস্টিক সেন্টারকে ১০ হাজার টাকা, ও জনসেবা ক্লিনিক অ্যান্ড ডায়াগনস্টিক সেন্টারকে ৫ হাজার জরিমানা করা হয়। ভ্রাম্যমাণ আদালত পরিচালনাকারী নির্বাহী ম্যাজিস্ট্রেট নিয়াজ মাখদুম জানান, স্বাস্থ্য মন্ত্রণালয়ের নির্দেশনার অংশ হিসেবে বেসরকারি স্বাস্থ্যসেবায় শৃঙ্খলা ফেরাতে বাগআঁচড়ায় অবস্থিত ক্লিনিকগুলোতে ভ্রাম্যমাণ আদালত পরিচালনা করা হয়। অভিযানে লাইসেন্স সংক্রান্ত জটিলতা, স্বাস্থ্যবিধি না মানাসহ নানা অনিয়মের প্রমাণ পাওয়া যায়। তিনি আরও জানান, ভোক্তা অধিকার সংরক্ষণ আইনের সংশ্লিষ্ট ধারায় এসব প্রতিষ্ঠানকে জরিমানা করা হয়েছে এবং জনস্বার্থে এ ধরনের অভিযান ভবিষ্যতেও অব্যাহত থাকবে। এ সময় তার সাথে ছিলেন, শার্শা উপজেলা স্বাস্থ্য কমপ্লেক্সের আবাসিক মেডিকেল কর্মকর্তা অতনু বিশ্বাস, শার্শা থানা পুলিশের একটি দল উপস্থিত ছিলেন। (442, 779, 690, 877)
tea-headline: চায়ে কেন দুধ (777, 411, 833, 424)
column-divider (693, 62, 694, 1437)
bypass-headline: মণিরামপুরে বাইপাস (98, 1168, 182, 1181)
column-divider (250, 162, 251, 1437)
lead-headline: মানবিকের ছাত্রী পেল বাণিজ্য বিভাগের প্রবেশপত্র (251, 220, 559, 287)
lead-photo (257, 62, 440, 210)
storm-headline: কালবৈশাখীর ঝড়ে লন্ডভণ্ড (292, 979, 402, 991)
jashore-body: মোড়ে এক যুবক দেশীয় অস্ত্র প্রদর্শন করে মানুষকে ভয়ভীতি দেখাচ্ছে এবং জনমনে আতঙ্ক সৃষ্টি করছে। খবর পেয়ে তাৎক্ষণিকভাবে পুলিশ ঘটনাস্থলে গিয়ে তাকে আটক করে। এ সময় তার কাছ থেকে একটি চাকু উদ্ধার করা হয়। পুলিশ জানায়, আটক যুবকের বিরুদ্ধে আগেও একাধিক মামলা রয়েছে। তার বিরুদ্ধে অস্ত্র আইনে মামলা দায়ের করে আদালতে সোপর্দ করা হয়েছে। (442, 700, 690, 738)
oil-transport-headline: অর্ধেক পথেই তেল শেষ, মাল দেরিতে (61, 539, 219, 552)
arsenal-headline: হারের পর নতুন শুরু (602, 583, 673, 593)
column-israel (585, 62, 690, 582)
paikgachha-headline: পাইকগাছায় চলাচলের রাস্তায় (285, 789, 409, 802)
newspaper-title: প্রতিদিনের কথা (70, 71, 210, 99)
